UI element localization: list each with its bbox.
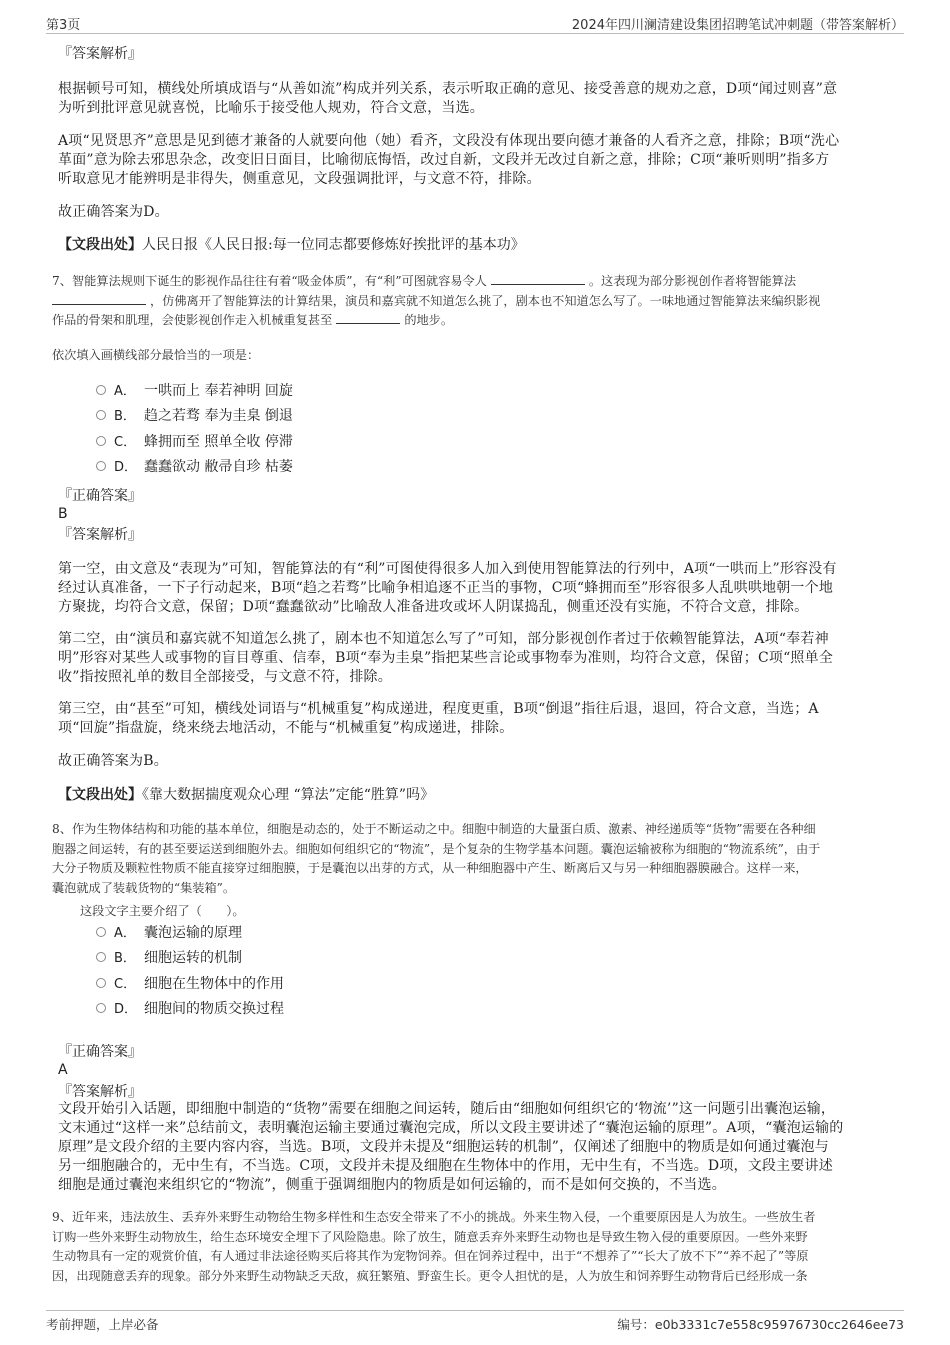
radio-icon[interactable] [96, 1003, 106, 1013]
radio-icon[interactable] [96, 436, 106, 446]
text-line: 大分子物质及颗粒性物质不能直接穿过细胞膜，于是囊泡以出芽的方式，从一种细胞器中产生、断离后又与另一种细胞器膜融合。这样一来， [52, 861, 808, 875]
q6-analysis-label: 『答案解析』 [58, 46, 142, 62]
text-line: 第二空，由“演员和嘉宾就不知道怎么挑了，剧本也不知道怎么写了”可知，部分影视创作者过于依赖智能算法，A项“奉若神 [58, 631, 829, 647]
q6-conclusion: 故正确答案为D。 [58, 204, 169, 220]
page-header [46, 12, 904, 34]
radio-icon[interactable] [96, 461, 106, 471]
text-line: 听取意见才能辨明是非得失，侧重意见，文段强调批评，与文意不符，排除。 [58, 171, 541, 187]
text-line: 8、作为生物体结构和功能的基本单位，细胞是动态的，处于不断运动之中。细胞中制造的大量蛋白质、激素、神经递质等“货物”需要在各种细 [52, 822, 816, 836]
text-line: 革面”意为除去邪思杂念，改变旧日面目，比喻彻底悔悟，改过自新，文段并无改过自新之意，排除；C项“兼听则明”指多方 [58, 152, 830, 168]
radio-icon[interactable] [96, 410, 106, 420]
text-line: 方聚拢，均符合文意，保留；D项“蠢蠢欲动”比喻敌人准备进攻或坏人阴谋捣乱，侧重还没有实施，不符合文意，排除。 [58, 599, 809, 615]
q9-stem [52, 1208, 897, 1286]
q7-analysis-label: 『答案解析』 [58, 527, 142, 543]
q7-prompt: 依次填入画横线部分最恰当的一项是： [52, 348, 260, 362]
text-line: 经过认真准备，一下子行动起来，B项“趋之若骛”比喻争相追逐不正当的事物，C项“蜂拥而至”形容很多人乱哄哄地朝一个地 [58, 580, 834, 596]
q7-analysis-paragraph-1 [58, 560, 892, 617]
q7-option-c[interactable]: C． 蜂拥而至 照单全收 停滞 [96, 431, 293, 453]
q7-option-d[interactable]: D． 蠢蠢欲动 敝帚自珍 枯萎 [96, 456, 293, 478]
text-line: 项“回旋”指盘旋，绕来绕去地活动，不能与“机械重复”构成递进，排除。 [58, 720, 514, 736]
document-title: 2024年四川澜清建设集团招聘笔试冲刺题（带答案解析） [571, 18, 904, 33]
q7-answer: B [58, 506, 68, 522]
q7-analysis-paragraph-3 [58, 700, 892, 738]
text-line: A项“见贤思齐”意思是见到德才兼备的人就要向他（她）看齐，文段没有体现出要向德才兼备的人看齐之意，排除；B项“洗心 [58, 133, 840, 149]
radio-icon[interactable] [96, 978, 106, 988]
text-line: 根据顿号可知，横线处所填成语与“从善如流”构成并列关系，表示听取正确的意见、接受善意的规劝之意，D项“闻过则喜”意 [58, 81, 838, 97]
page-footer [46, 1310, 904, 1334]
q7-analysis-paragraph-2 [58, 630, 892, 687]
q8-option-a[interactable]: A． 囊泡运输的原理 [96, 922, 242, 944]
q8-prompt: 这段文字主要介绍了（ ）。 [80, 904, 245, 918]
q8-answer-label: 『正确答案』 [58, 1044, 142, 1060]
q7-option-b[interactable]: B． 趋之若骛 奉为圭臬 倒退 [96, 405, 293, 427]
text-line: 第一空，由文意及“表现为”可知，智能算法的有“利”可图使得很多人加入到使用智能算法的行列中，A项“一哄而上”形容没有 [58, 561, 837, 577]
text-line: 作品的骨架和肌理，会使影视创作走入机械重复甚至 的地步。 [52, 313, 454, 327]
text-line: ，仿佛离开了智能算法的计算结果，演员和嘉宾就不知道怎么挑了，剧本也不知道怎么写了。一味地通过智能算法来编织影视 [52, 292, 897, 312]
text-line: 为听到批评意见就喜悦，比喻乐于接受他人规劝，符合文意，当选。 [58, 100, 484, 116]
q6-source [58, 235, 892, 255]
text-line: 7、智能算法规则下诞生的影视作品往往有着“吸金体质”，有“利”可图就容易令人 。这表现为部分影视创作者将智能算法 [52, 274, 797, 288]
q7-conclusion: 故正确答案为B。 [58, 753, 168, 769]
text-line: 明”形容对某些人或事物的盲目尊重、信奉，B项“奉为圭臬”指把某些言论或事物奉为准则，均符合文意，保留；C项“照单全 [58, 650, 834, 666]
text-line: 因，出现随意丢弃的现象。部分外来野生动物缺乏天敌，疯狂繁殖、野蛮生长。更令人担忧的是，人为放生和饲养野生动物背后已经形成一条 [52, 1268, 808, 1283]
q7-answer-label: 『正确答案』 [58, 488, 142, 504]
q7-source [58, 785, 892, 805]
q8-option-b[interactable]: B． 细胞运转的机制 [96, 947, 242, 969]
text-line: 文末通过“这样一来”总结前文，表明囊泡运输主要通过囊泡完成，所以文段主要讲述了“囊泡运输的原理”。A项，“囊泡运输的 [58, 1120, 844, 1136]
radio-icon[interactable] [96, 952, 106, 962]
source-text: 人民日报《人民日报:每一位同志都要修炼好挨批评的基本功》 [142, 237, 525, 253]
source-tag: 【文段出处】 [58, 237, 142, 253]
text-line: 囊泡就成了装载货物的“集装箱”。 [52, 880, 236, 895]
q8-analysis-label: 『答案解析』 [58, 1084, 142, 1100]
document-id: 编号：e0b3331c7e558c95976730cc2646ee73 [617, 1317, 904, 1332]
footer-slogan: 考前押题，上岸必备 [46, 1317, 159, 1332]
radio-icon[interactable] [96, 385, 106, 395]
text-line: 胞器之间运转，有的甚至要运送到细胞外去。细胞如何组织它的“物流”，是个复杂的生物学基本问题。囊泡运输被称为细胞的“物流系统”，由于 [52, 841, 821, 856]
q7-stem [52, 272, 897, 331]
text-line: 文段开始引入话题，即细胞中制造的“货物”需要在细胞之间运转，随后由“细胞如何组织它的‘物流’”这一问题引出囊泡运输， [58, 1101, 836, 1117]
text-line: 原理”是文段介绍的主要内容内容，当选。B项，文段并未提及“细胞运转的机制”，仅阐述了细胞中的物质是如何通过囊泡与 [58, 1139, 829, 1155]
q8-analysis-paragraph [58, 1100, 892, 1195]
q8-option-d[interactable]: D． 细胞间的物质交换过程 [96, 998, 284, 1020]
text-line: 另一细胞融合的，无中生有，不当选。C项，文段并未提及细胞在生物体中的作用，无中生有，不当选。D项，文段主要讲述 [58, 1158, 833, 1174]
q8-stem [52, 820, 897, 898]
q6-analysis-paragraph-1 [58, 80, 892, 118]
source-text: 《靠大数据揣度观众心理 “算法”定能“胜算”吗》 [142, 787, 435, 803]
text-line: 生动物具有一定的观赏价值，有人通过非法途径购买后将其作为宠物饲养。但在饲养过程中，出于“不想养了”“长大了放不下”“养不起了”等原 [52, 1249, 809, 1263]
fill-blank [491, 273, 585, 285]
text-line: 细胞是通过囊泡来组织它的“物流”，侧重于强调细胞内的物质是如何运输的，而不是如何交换的，不当选。 [58, 1177, 726, 1193]
q6-analysis-paragraph-2 [58, 132, 892, 189]
fill-blank [52, 293, 146, 305]
text-line: 收”指按照礼单的数目全部接受，与文意不符，排除。 [58, 669, 392, 685]
text-line: 9、近年来，违法放生、丢弃外来野生动物给生物多样性和生态安全带来了不小的挑战。外来生物入侵，一个重要原因是人为放生。一些放生者 [52, 1210, 816, 1224]
text-line: 订购一些外来野生动物放生，给生态环境安全埋下了风险隐患。除了放生，随意丢弃外来野生动物也是导致生物入侵的重要原因。一些外来野 [52, 1229, 808, 1244]
page-number: 第3页 [46, 18, 81, 33]
fill-blank [336, 312, 400, 324]
q8-answer: A [58, 1062, 68, 1078]
radio-icon[interactable] [96, 927, 106, 937]
text-line: 第三空，由“甚至”可知，横线处词语与“机械重复”构成递进，程度更重，B项“倒退”指往后退，退回，符合文意，当选；A [58, 701, 819, 717]
q8-option-c[interactable]: C． 细胞在生物体中的作用 [96, 973, 284, 995]
q7-option-a[interactable]: A． 一哄而上 奉若神明 回旋 [96, 380, 293, 402]
source-tag: 【文段出处】 [58, 787, 142, 803]
